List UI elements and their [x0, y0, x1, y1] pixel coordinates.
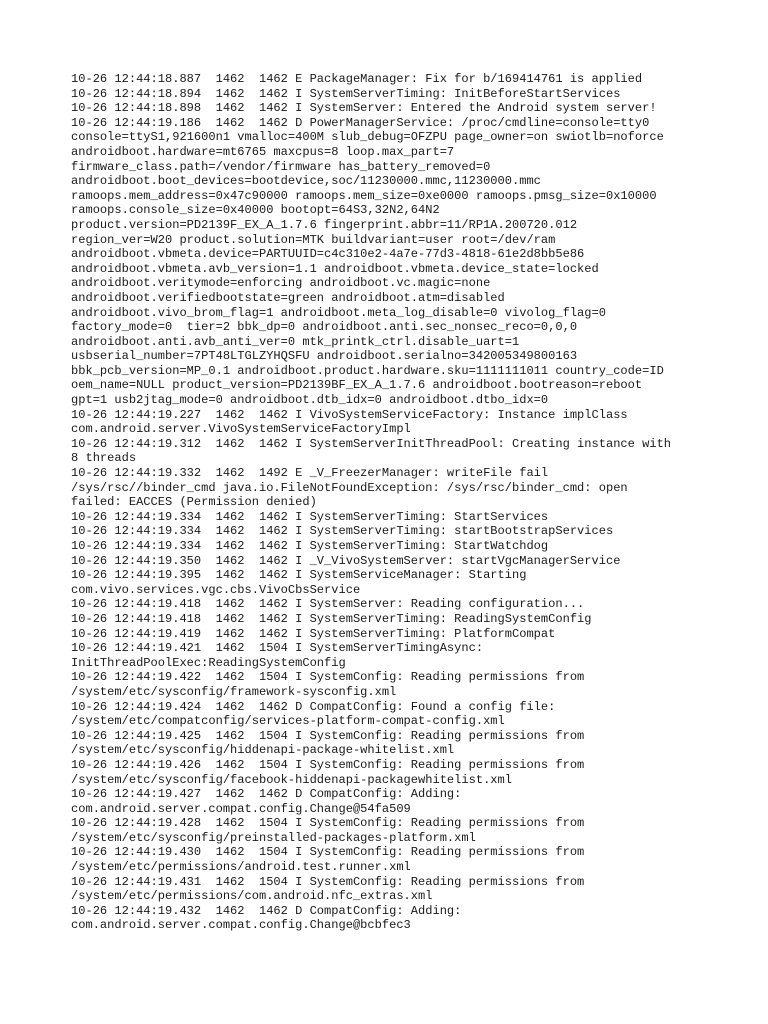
log-line: 10-26 12:44:19.426 1462 1504 I SystemConfig: Reading permissions from: [71, 757, 585, 772]
log-line: firmware_class.path=/vendor/firmware has_battery_removed=0: [71, 159, 491, 174]
log-line: 10-26 12:44:19.334 1462 1462 I SystemServerTiming: StartServices: [71, 509, 549, 524]
log-line: androidboot.vivo_brom_flag=1 androidboot.meta_log_disable=0 vivolog_flag=0: [71, 305, 606, 320]
log-line: InitThreadPoolExec:ReadingSystemConfig: [71, 655, 346, 670]
log-line: 10-26 12:44:18.887 1462 1462 E PackageManager: Fix for b/169414761 is applied: [71, 72, 643, 86]
log-line: 10-26 12:44:19.350 1462 1462 I _V_VivoSystemServer: startVgcManagerService: [71, 553, 621, 568]
log-line: oem_name=NULL product_version=PD2139BF_EX_A_1.7.6 androidboot.bootreason=reboot: [71, 378, 643, 393]
log-text-block: [71, 72, 761, 933]
log-line: gpt=1 usb2jtag_mode=0 androidboot.dtb_idx=0 androidboot.dtbo_idx=0: [71, 393, 549, 408]
log-line: com.android.server.compat.config.Change@54fa509: [71, 801, 411, 816]
log-line: factory_mode=0 tier=2 bbk_dp=0 androidboot.anti.sec_nonsec_reco=0,0,0: [71, 320, 578, 335]
log-line: 10-26 12:44:19.334 1462 1462 I SystemServerTiming: StartWatchdog: [71, 539, 549, 553]
log-line: 10-26 12:44:19.227 1462 1462 I VivoSystemServiceFactory: Instance implClass: [71, 407, 628, 422]
log-line: androidboot.anti.avb_anti_ver=0 mtk_printk_ctrl.disable_uart=1: [71, 334, 520, 349]
log-line: 10-26 12:44:19.421 1462 1504 I SystemServerTimingAsync:: [71, 641, 484, 656]
log-line: 10-26 12:44:19.312 1462 1462 I SystemServerInitThreadPool: Creating instance with: [71, 436, 672, 451]
log-line: /sys/rsc//binder_cmd java.io.FileNotFoundException: /sys/rsc/binder_cmd: open: [71, 480, 628, 495]
log-line: 10-26 12:44:19.334 1462 1462 I SystemServerTiming: startBootstrapServices: [71, 524, 614, 539]
log-line: 10-26 12:44:18.894 1462 1462 I SystemServerTiming: InitBeforeStartServices: [71, 86, 621, 101]
log-line: 10-26 12:44:19.427 1462 1462 D CompatConfig: Adding:: [71, 787, 462, 802]
log-line: 10-26 12:44:19.419 1462 1462 I SystemServerTiming: PlatformCompat: [71, 626, 556, 641]
log-line: androidboot.vbmeta.avb_version=1.1 androidboot.vbmeta.device_state=locked: [71, 261, 599, 276]
log-line: androidboot.hardware=mt6765 maxcpus=8 loop.max_part=7: [71, 144, 455, 159]
log-line: 10-26 12:44:19.418 1462 1462 I SystemServerTiming: ReadingSystemConfig: [71, 611, 592, 626]
log-line: /system/etc/sysconfig/facebook-hiddenapi-packagewhitelist.xml: [71, 772, 512, 787]
log-line: /system/etc/sysconfig/hiddenapi-package-whitelist.xml: [71, 743, 455, 758]
log-line: usbserial_number=7PT48LTGLZYHQSFU androidboot.serialno=342005349800163: [71, 349, 578, 364]
log-line: 10-26 12:44:19.332 1462 1492 E _V_FreezerManager: writeFile fail: [71, 466, 549, 481]
log-line: 10-26 12:44:19.430 1462 1504 I SystemConfig: Reading permissions from: [71, 845, 585, 860]
log-line: /system/etc/permissions/com.android.nfc_extras.xml: [71, 889, 433, 904]
log-line: /system/etc/compatconfig/services-platform-compat-config.xml: [71, 714, 505, 729]
log-line: 10-26 12:44:19.432 1462 1462 D CompatConfig: Adding:: [71, 903, 462, 918]
log-line: androidboot.vbmeta.device=PARTUUID=c4c310e2-4a7e-77d3-4818-61e2d8bb5e86: [71, 247, 585, 262]
log-line: region_ver=W20 product.solution=MTK buildvariant=user root=/dev/ram: [71, 232, 556, 247]
log-line: console=ttyS1,921600n1 vmalloc=400M slub_debug=OFZPU page_owner=on swiotlb=noforce: [71, 130, 664, 145]
log-line: androidboot.veritymode=enforcing androidboot.vc.magic=none: [71, 276, 491, 291]
log-line: product.version=PD2139F_EX_A_1.7.6 fingerprint.abbr=11/RP1A.200720.012: [71, 217, 578, 232]
log-line: com.android.server.compat.config.Change@bcbfec3: [71, 918, 411, 933]
log-line: /system/etc/permissions/android.test.runner.xml: [71, 860, 411, 875]
log-line: androidboot.boot_devices=bootdevice,soc/11230000.mmc,11230000.mmc: [71, 174, 541, 189]
log-line: 10-26 12:44:19.431 1462 1504 I SystemConfig: Reading permissions from: [71, 874, 585, 889]
log-line: 10-26 12:44:19.395 1462 1462 I SystemServiceManager: Starting: [71, 568, 527, 583]
log-line: 8 threads: [71, 451, 137, 466]
log-line: com.android.server.VivoSystemServiceFactoryImpl: [71, 422, 411, 437]
log-line: com.vivo.services.vgc.cbs.VivoCbsService: [71, 582, 361, 597]
log-line: bbk_pcb_version=MP_0.1 androidboot.product.hardware.sku=1111111011 country_code=ID: [71, 363, 664, 378]
log-line: 10-26 12:44:19.422 1462 1504 I SystemConfig: Reading permissions from: [71, 670, 585, 685]
log-line: androidboot.verifiedbootstate=green androidboot.atm=disabled: [71, 290, 505, 305]
log-line: ramoops.console_size=0x40000 bootopt=64S3,32N2,64N2: [71, 203, 440, 218]
log-line: /system/etc/sysconfig/framework-sysconfig.xml: [71, 684, 397, 699]
log-line: 10-26 12:44:19.424 1462 1462 D CompatConfig: Found a config file:: [71, 699, 556, 714]
log-line: 10-26 12:44:18.898 1462 1462 I SystemServer: Entered the Android system server!: [71, 101, 657, 116]
log-line: failed: EACCES (Permission denied): [71, 495, 317, 510]
log-line: /system/etc/sysconfig/preinstalled-packages-platform.xml: [71, 830, 476, 845]
log-line: ramoops.mem_address=0x47c90000 ramoops.mem_size=0xe0000 ramoops.pmsg_size=0x10000: [71, 188, 657, 203]
log-line: 10-26 12:44:19.428 1462 1504 I SystemConfig: Reading permissions from: [71, 816, 585, 831]
log-line: 10-26 12:44:19.425 1462 1504 I SystemConfig: Reading permissions from: [71, 728, 585, 743]
log-line: 10-26 12:44:19.186 1462 1462 D PowerManagerService: /proc/cmdline=console=tty0: [71, 115, 650, 130]
log-line: 10-26 12:44:19.418 1462 1462 I SystemServer: Reading configuration...: [71, 597, 585, 612]
